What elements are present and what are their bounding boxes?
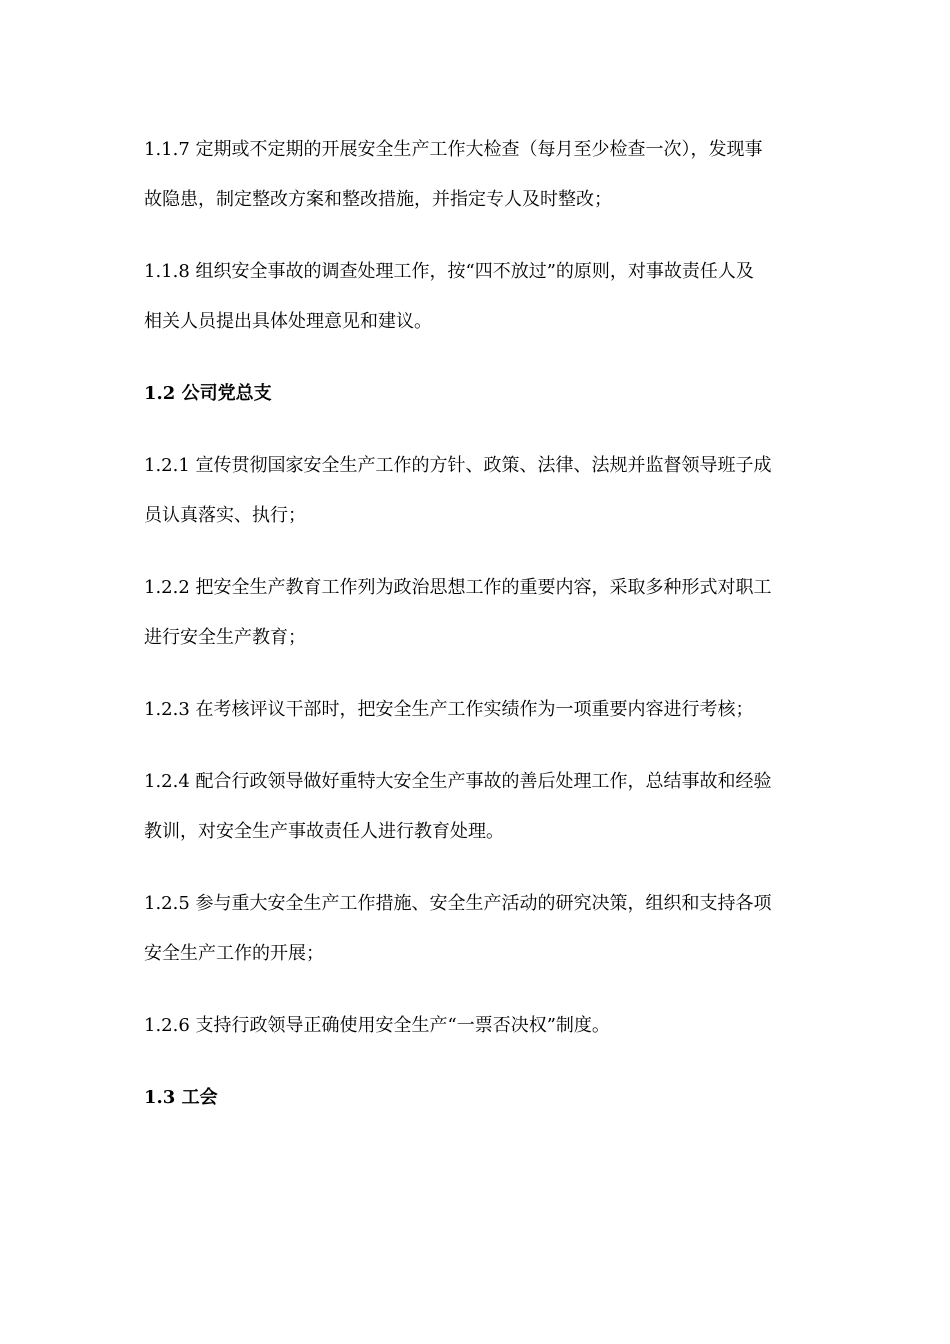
paragraph-1-2-5-line-2: 安全生产工作的开展； [144, 943, 324, 964]
paragraph-1-2-4-line-2: 教训，对安全生产事故责任人进行教育处理。 [144, 821, 504, 842]
paragraph-1-2-1-line-2: 员认真落实、执行； [144, 505, 306, 526]
section-heading-1-2: 1.2 公司党总支 [144, 383, 272, 404]
paragraph-1-2-2-line-1: 1.2.2 把安全生产教育工作列为政治思想工作的重要内容，采取多种形式对职工 [144, 577, 772, 598]
paragraph-1-2-1-line-1: 1.2.1 宣传贯彻国家安全生产工作的方针、政策、法律、法规并监督领导班子成 [144, 455, 772, 476]
section-heading-1-3: 1.3 工会 [144, 1087, 218, 1108]
paragraph-1-1-8-line-2: 相关人员提出具体处理意见和建议。 [144, 311, 432, 332]
paragraph-1-2-2-line-2: 进行安全生产教育； [144, 627, 306, 648]
paragraph-1-1-7-line-2: 故隐患，制定整改方案和整改措施，并指定专人及时整改； [144, 189, 612, 210]
paragraph-1-2-6-line-1: 1.2.6 支持行政领导正确使用安全生产“一票否决权”制度。 [144, 1015, 610, 1036]
paragraph-1-1-7-line-1: 1.1.7 定期或不定期的开展安全生产工作大检查（每月至少检查一次），发现事 [144, 139, 763, 160]
paragraph-1-1-8-line-1: 1.1.8 组织安全事故的调查处理工作，按“四不放过”的原则，对事故责任人及 [144, 261, 754, 282]
paragraph-1-2-3-line-1: 1.2.3 在考核评议干部时，把安全生产工作实绩作为一项重要内容进行考核； [144, 699, 754, 720]
paragraph-1-2-4-line-1: 1.2.4 配合行政领导做好重特大安全生产事故的善后处理工作，总结事故和经验 [144, 771, 772, 792]
paragraph-1-2-5-line-1: 1.2.5 参与重大安全生产工作措施、安全生产活动的研究决策，组织和支持各项 [144, 893, 772, 914]
